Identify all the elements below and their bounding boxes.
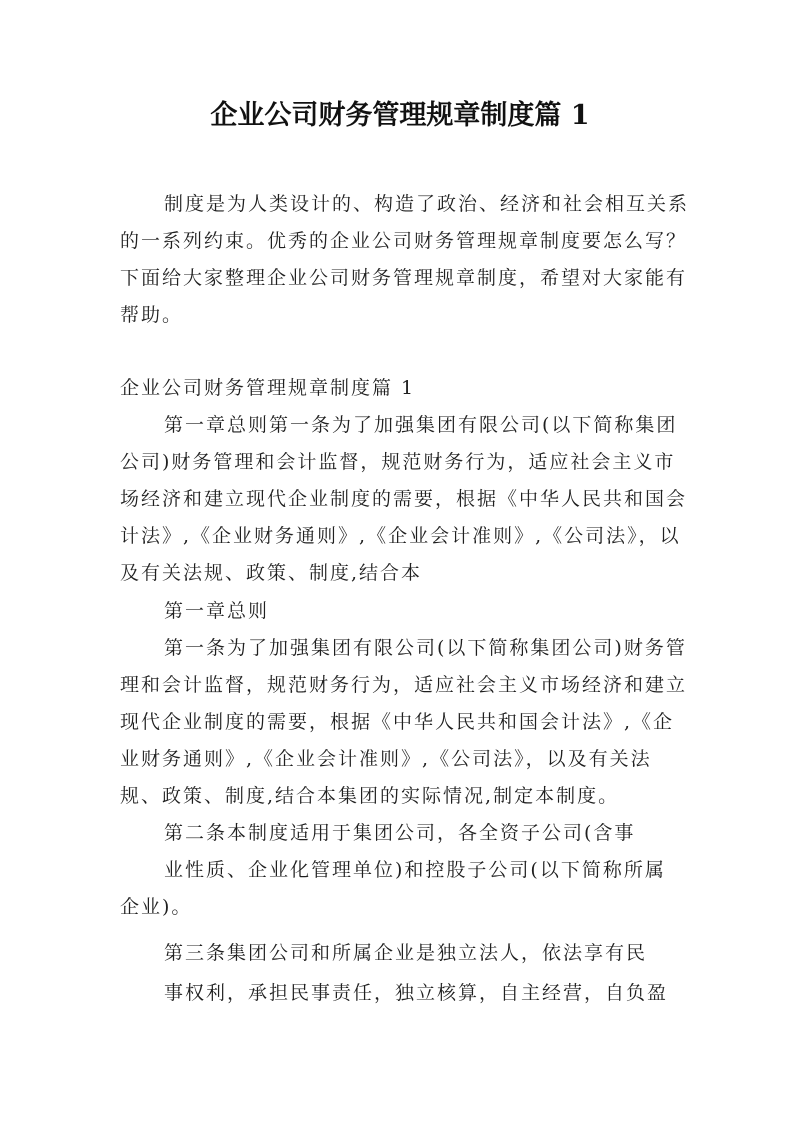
article-paragraph-3-line-3: 企业)。 [120, 896, 193, 918]
document-title: 企业公司财务管理规章制度篇 1 [210, 100, 590, 131]
article-paragraph-1: 第一章总则第一条为了加强集团有限公司(以下简称集团公司)财务管理和会计监督，规范财务行为，适应社会主义市场经济和建立现代企业制度的需要，根据《中华人民共和国会计法》,《企业财务通则》,《企业会计准则》,《公司法》，以及有关法规、政策、制度,结合本 [120, 414, 688, 584]
article-paragraph-2: 第一条为了加强集团有限公司(以下简称集团公司)财务管理和会计监督，规范财务行为，适应社会主义市场经济和建立现代企业制度的需要，根据《中华人民共和国会计法》,《企业财务通则》,《企业会计准则》,《公司法》，以及有关法规、政策、制度,结合本集团的实际情况,制定本制度。 [120, 637, 688, 807]
chapter-heading: 第一章总则 [164, 600, 270, 622]
section-heading: 企业公司财务管理规章制度篇 1 [120, 377, 416, 399]
article-paragraph-3-line-1: 第二条本制度适用于集团公司，各全资子公司(含事 [164, 822, 636, 844]
article-paragraph-3-line-2: 业性质、企业化管理单位)和控股子公司(以下简称所属 [164, 859, 666, 881]
article-paragraph-4-line-1: 第三条集团公司和所属企业是独立法人，依法享有民 [164, 942, 648, 964]
article-paragraph-4-line-2: 事权利，承担民事责任，独立核算，自主经营，自负盈 [164, 982, 669, 1004]
intro-paragraph: 制度是为人类设计的、构造了政治、经济和社会相互关系的一系列约束。优秀的企业公司财务管理规章制度要怎么写？下面给大家整理企业公司财务管理规章制度，希望对大家能有帮助。 [120, 193, 690, 326]
